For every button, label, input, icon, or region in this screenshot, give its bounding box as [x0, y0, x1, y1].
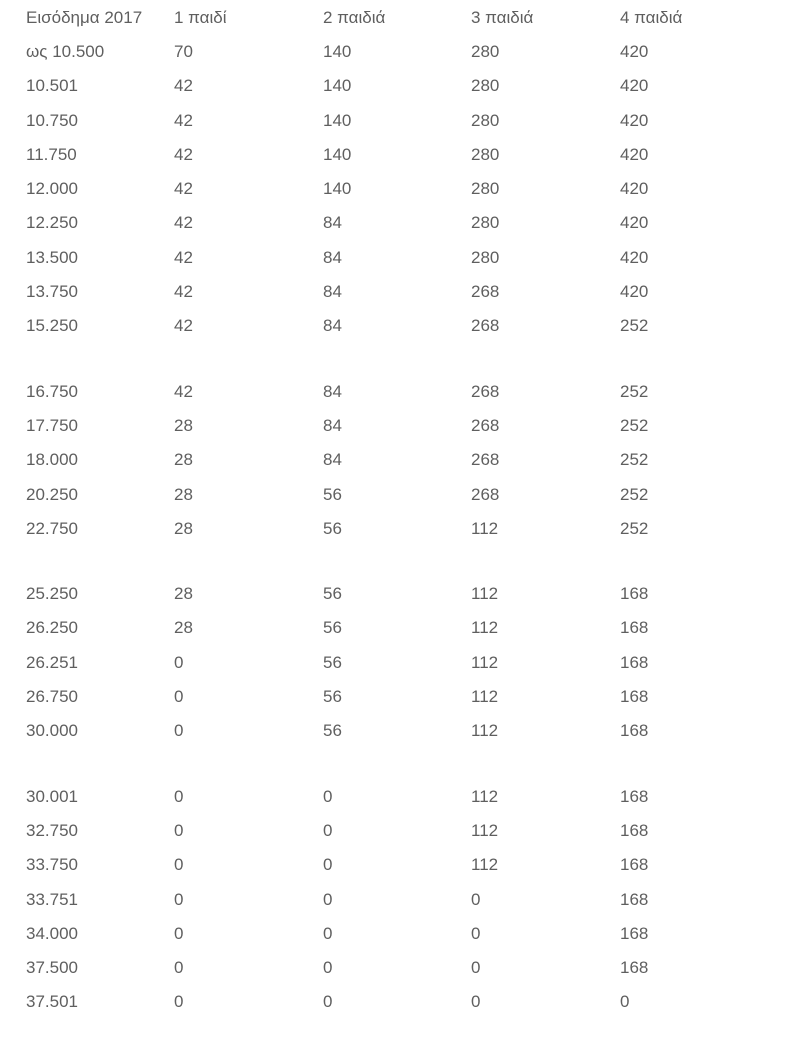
income-cell: 20.250 — [26, 484, 78, 504]
two-children-cell: 84 — [323, 316, 342, 336]
one-child-cell: 0 — [174, 786, 184, 806]
three-children-cell: 112 — [471, 855, 499, 875]
four-children-cell: 420 — [620, 110, 649, 130]
table-header-row — [26, 0, 786, 35]
one-child-cell: 28 — [174, 484, 193, 504]
income-cell: 11.750 — [26, 144, 77, 164]
three-children-cell: 268 — [471, 450, 500, 470]
one-child-cell: 42 — [174, 247, 193, 267]
group-spacer — [26, 749, 786, 780]
four-children-cell: 252 — [620, 518, 649, 538]
header-1-child: 1 παιδί — [174, 8, 227, 27]
three-children-cell: 268 — [471, 381, 500, 401]
four-children-cell: 168 — [620, 820, 649, 840]
two-children-cell: 0 — [323, 923, 333, 943]
two-children-cell: 84 — [323, 247, 342, 267]
three-children-cell: 268 — [471, 415, 500, 435]
three-children-cell: 280 — [471, 42, 500, 61]
table-row — [26, 409, 786, 443]
two-children-cell: 0 — [323, 820, 333, 840]
one-child-cell: 42 — [174, 316, 193, 336]
income-cell: 37.500 — [26, 958, 78, 978]
income-cell: 33.751 — [26, 889, 78, 909]
one-child-cell: 0 — [174, 923, 184, 943]
table-row — [26, 848, 786, 882]
four-children-cell: 420 — [620, 247, 649, 267]
three-children-cell: 280 — [471, 110, 500, 130]
one-child-cell: 42 — [174, 179, 193, 199]
three-children-cell: 280 — [471, 76, 500, 96]
one-child-cell: 42 — [174, 76, 193, 96]
table-row — [26, 172, 786, 206]
income-cell: 10.501 — [26, 76, 78, 96]
two-children-cell: 140 — [323, 76, 352, 96]
table-row — [26, 917, 786, 951]
income-cell: 13.750 — [26, 282, 78, 302]
income-cell: 13.500 — [26, 247, 78, 267]
one-child-cell: 0 — [174, 855, 184, 875]
four-children-cell: 168 — [620, 584, 649, 604]
income-cell: 22.750 — [26, 518, 78, 538]
four-children-cell: 168 — [620, 855, 649, 875]
two-children-cell: 56 — [323, 652, 342, 672]
two-children-cell: 0 — [323, 958, 333, 978]
three-children-cell: 112 — [471, 518, 499, 538]
three-children-cell: 280 — [471, 247, 500, 267]
four-children-cell: 420 — [620, 282, 649, 302]
one-child-cell: 42 — [174, 110, 193, 130]
two-children-cell: 84 — [323, 415, 342, 435]
table-body — [26, 35, 786, 1020]
three-children-cell: 112 — [471, 652, 499, 672]
two-children-cell: 84 — [323, 213, 342, 233]
three-children-cell: 280 — [471, 213, 500, 233]
four-children-cell: 168 — [620, 786, 649, 806]
one-child-cell: 42 — [174, 213, 193, 233]
income-cell: 30.000 — [26, 721, 78, 741]
income-allowance-table — [26, 0, 786, 1020]
two-children-cell: 56 — [323, 518, 342, 538]
income-cell: 34.000 — [26, 923, 78, 943]
four-children-cell: 420 — [620, 76, 649, 96]
two-children-cell: 56 — [323, 721, 342, 741]
header-income: Εισόδημα 2017 — [26, 8, 143, 27]
three-children-cell: 280 — [471, 179, 500, 199]
three-children-cell: 268 — [471, 484, 500, 504]
four-children-cell: 168 — [620, 687, 649, 707]
table-row — [26, 206, 786, 240]
income-cell: 37.501 — [26, 992, 78, 1012]
three-children-cell: 0 — [471, 889, 481, 909]
three-children-cell: 112 — [471, 618, 499, 638]
four-children-cell: 168 — [620, 889, 649, 909]
two-children-cell: 0 — [323, 855, 333, 875]
income-cell: 26.250 — [26, 618, 78, 638]
income-cell: 32.750 — [26, 820, 78, 840]
three-children-cell: 0 — [471, 923, 481, 943]
one-child-cell: 0 — [174, 820, 184, 840]
table-row — [26, 69, 786, 103]
income-cell: 12.250 — [26, 213, 78, 233]
group-spacer — [26, 344, 786, 375]
four-children-cell: 420 — [620, 213, 649, 233]
table-row — [26, 375, 786, 409]
income-cell: 30.001 — [26, 786, 78, 806]
header-3-children: 3 παιδιά — [471, 8, 534, 27]
three-children-cell: 112 — [471, 584, 499, 604]
table-row — [26, 512, 786, 546]
income-cell: 26.750 — [26, 687, 78, 707]
two-children-cell: 140 — [323, 144, 352, 164]
one-child-cell: 28 — [174, 584, 193, 604]
two-children-cell: 84 — [323, 381, 342, 401]
one-child-cell: 42 — [174, 381, 193, 401]
table-row — [26, 646, 786, 680]
one-child-cell: 42 — [174, 282, 193, 302]
one-child-cell: 42 — [174, 144, 193, 164]
four-children-cell: 420 — [620, 179, 649, 199]
table-row — [26, 138, 786, 172]
income-cell: ως 10.500 — [26, 42, 105, 61]
header-4-children: 4 παιδιά — [620, 8, 683, 27]
table-row — [26, 714, 786, 748]
one-child-cell: 0 — [174, 958, 184, 978]
four-children-cell: 168 — [620, 958, 649, 978]
income-cell: 10.750 — [26, 110, 78, 130]
two-children-cell: 56 — [323, 484, 342, 504]
three-children-cell: 268 — [471, 282, 500, 302]
two-children-cell: 140 — [323, 110, 352, 130]
four-children-cell: 168 — [620, 652, 649, 672]
table-row — [26, 104, 786, 138]
group-spacer — [26, 546, 786, 577]
two-children-cell: 56 — [323, 584, 342, 604]
one-child-cell: 0 — [174, 652, 184, 672]
two-children-cell: 140 — [323, 179, 352, 199]
table-row — [26, 780, 786, 814]
table-row — [26, 951, 786, 985]
income-cell: 15.250 — [26, 316, 78, 336]
two-children-cell: 56 — [323, 618, 342, 638]
one-child-cell: 0 — [174, 687, 184, 707]
header-2-children: 2 παιδιά — [323, 8, 386, 27]
one-child-cell: 0 — [174, 721, 184, 741]
four-children-cell: 0 — [620, 992, 630, 1012]
three-children-cell: 0 — [471, 958, 481, 978]
table-row — [26, 275, 786, 309]
three-children-cell: 112 — [471, 786, 499, 806]
one-child-cell: 0 — [174, 889, 184, 909]
three-children-cell: 280 — [471, 144, 500, 164]
two-children-cell: 140 — [323, 42, 352, 61]
one-child-cell: 28 — [174, 415, 193, 435]
four-children-cell: 168 — [620, 618, 649, 638]
three-children-cell: 268 — [471, 316, 500, 336]
table-row — [26, 611, 786, 645]
table-row — [26, 814, 786, 848]
table-row — [26, 443, 786, 477]
three-children-cell: 0 — [471, 992, 481, 1012]
four-children-cell: 168 — [620, 721, 649, 741]
two-children-cell: 84 — [323, 450, 342, 470]
four-children-cell: 252 — [620, 450, 649, 470]
income-cell: 25.250 — [26, 584, 78, 604]
table-row — [26, 478, 786, 512]
four-children-cell: 252 — [620, 316, 649, 336]
three-children-cell: 112 — [471, 687, 499, 707]
four-children-cell: 252 — [620, 381, 649, 401]
four-children-cell: 420 — [620, 42, 649, 61]
one-child-cell: 28 — [174, 450, 193, 470]
one-child-cell: 70 — [174, 42, 193, 61]
table-row — [26, 985, 786, 1019]
income-cell: 26.251 — [26, 652, 78, 672]
one-child-cell: 28 — [174, 518, 193, 538]
two-children-cell: 84 — [323, 282, 342, 302]
four-children-cell: 168 — [620, 923, 649, 943]
four-children-cell: 420 — [620, 144, 649, 164]
four-children-cell: 252 — [620, 415, 649, 435]
three-children-cell: 112 — [471, 820, 499, 840]
income-cell: 16.750 — [26, 381, 78, 401]
income-cell: 18.000 — [26, 450, 78, 470]
table-row — [26, 241, 786, 275]
income-cell: 33.750 — [26, 855, 78, 875]
table-row — [26, 883, 786, 917]
one-child-cell: 0 — [174, 992, 184, 1012]
two-children-cell: 0 — [323, 786, 333, 806]
table-row — [26, 35, 786, 69]
two-children-cell: 0 — [323, 889, 333, 909]
income-cell: 17.750 — [26, 415, 78, 435]
three-children-cell: 112 — [471, 721, 499, 741]
table-row — [26, 309, 786, 343]
one-child-cell: 28 — [174, 618, 193, 638]
two-children-cell: 56 — [323, 687, 342, 707]
four-children-cell: 252 — [620, 484, 649, 504]
table-row — [26, 680, 786, 714]
two-children-cell: 0 — [323, 992, 333, 1012]
income-cell: 12.000 — [26, 179, 78, 199]
table-row — [26, 577, 786, 611]
